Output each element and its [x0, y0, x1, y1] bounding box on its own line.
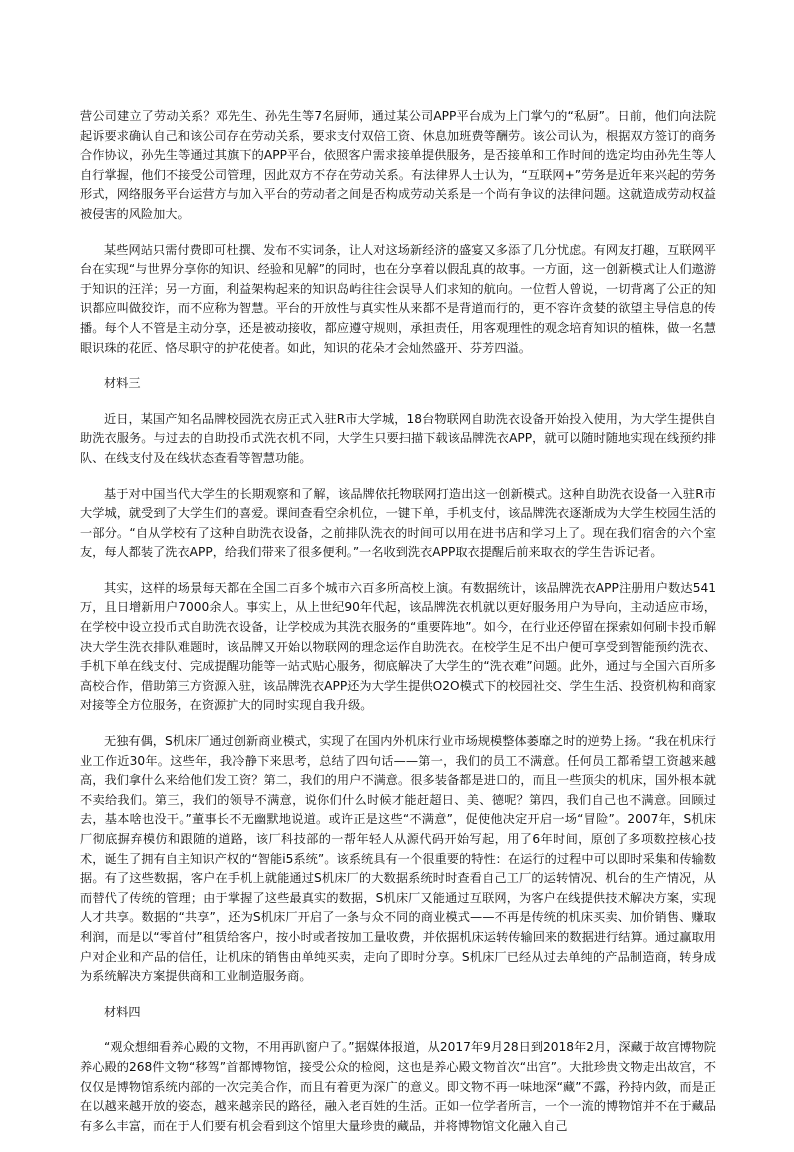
- paragraph-6: 无独有偶，S机床厂通过创新商业模式，实现了在国内外机床行业市场规模整体萎靡之时的逆势上扬。“我在机床行业工作近30年。这些年，我冷静下来思考，总结了四句话——第一，我们的员工不满意。任何员工都希望工资越来越高，我们拿什么来给他们发工资？第二，我们的用户不满意。很多装备都是进口的，而且一些顶尖的机床，国外根本就不卖给我们。第三，我们的领导不满意，说你们什么时候才能赶超日、美、德呢？第四，我们自己也不满意。回顾过去，基本啥也没干。”董事长不无幽默地说道。或许正是这些“不满意”，促使他决定开启一场“冒险”。2007年，S机床厂彻底摒弃模仿和跟随的道路，该厂科技部的一帮年轻人从源代码开始写起，用了6年时间，原创了多项数控核心技术，诞生了拥有自主知识产权的“智能i5系统”。该系统具有一个很重要的特性：在运行的过程中可以即时采集和传输数据。有了这些数据，客户在手机上就能通过S机床厂的大数据系统时时查看自己工厂的运转情况、机台的生产情况，从而替代了传统的管理；由于掌握了这些最真实的数据，S机床厂又能通过互联网，为客户在线提供技术解决方案，实现人才共享。数据的“共享”，还为S机床厂开启了一条与众不同的商业模式——不再是传统的机床买卖、加价销售、赚取利润，而是以“零首付”租赁给客户，按小时或者按加工量收费，并依据机床运转传输回来的数据进行结算。通过赢取用户对企业和产品的信任，让机床的销售由单纯买卖，走向了即时分享。S机床厂已经从过去单纯的产品制造商，转身成为系统解决方案提供商和工业制造服务商。: [80, 734, 716, 984]
- section-heading-material-3: 材料三: [104, 376, 141, 391]
- paragraph-3: 近日，某国产知名品牌校园洗衣房正式入驻R市大学城，18台物联网自助洗衣设备开始投入使用，为大学生提供自助洗衣服务。与过去的自助投币式洗衣机不同，大学生只要扫描下载该品牌洗衣APP，就可以随时随地实现在线预约排队、在线支付及在线状态查看等智慧功能。: [80, 411, 716, 465]
- section-heading-material-4: 材料四: [104, 1004, 141, 1019]
- paragraph-2: 某些网站只需付费即可杜撰、发布不实词条，让人对这场新经济的盛宴又多添了几分忧虑。有网友打趣，互联网平台在实现“与世界分享你的知识、经验和见解”的同时，也在分享着以假乱真的故事。一方面，这一创新模式让人们遨游于知识的汪洋；另一方面，利益架构起来的知识岛屿往往会误导人们求知的航向。一位哲人曾说，一切背离了公正的知识都应叫做狡诈，而不应称为智慧。平台的开放性与真实性从来都不是背道而行的，更不容许贪婪的欲望主导信息的传播。每个人不管是主动分享，还是被动接收，都应遵守规则，承担责任，用客观理性的观念培育知识的植株，做一名慧眼识珠的花匠、恪尽职守的护花使者。如此，知识的花朵才会灿然盛开、芬芳四溢。: [80, 242, 716, 355]
- paragraph-5: 其实，这样的场景每天都在全国二百多个城市六百多所高校上演。有数据统计，该品牌洗衣APP注册用户数达541万，且日增新用户7000余人。事实上，从上世纪90年代起，该品牌洗衣机就以更好服务用户为导向，主动适应市场，在学校中设立投币式自助洗衣设备，让学校成为其洗衣服务的“重要阵地”。如今，在行业还停留在探索如何刷卡投币解决大学生洗衣排队难题时，该品牌又开始以物联网的理念运作自助洗衣。在校学生足不出户便可享受到智能预约洗衣、手机下单在线支付、完成提醒功能等一站式贴心服务，彻底解决了大学生的“洗衣难”问题。此外，通过与全国六百所多高校合作，借助第三方资源入驻，该品牌洗衣APP还为大学生提供O2O模式下的校园社交、学生生活、投资机构和商家对接等全方位服务，在资源扩大的同时实现自我升级。: [80, 580, 716, 713]
- paragraph-7: “观众想细看养心殿的文物，不用再趴窗户了。”据媒体报道，从2017年9月28日到2018年2月，深藏于故宫博物院养心殿的268件文物“移驾”首都博物馆，接受公众的检阅，这也是养心殿文物首次“出宫”。大批珍贵文物走出故宫，不仅仅是博物馆系统内部的一次完美合作，而且有着更为深广的意义。即文物不再一味地深“藏”不露，矜持内敛，而是正在以越来越开放的姿态，越来越亲民的路径，融入老百姓的生活。正如一位学者所言，一个一流的博物馆并不在于藏品有多么丰富，而在于人们要有机会看到这个馆里大量珍贵的藏品，并将博物馆文化融入自己: [80, 1040, 716, 1133]
- paragraph-1: 营公司建立了劳动关系？邓先生、孙先生等7名厨师，通过某公司APP平台成为上门掌勺的“私厨”。日前，他们向法院起诉要求确认自己和该公司存在劳动关系，要求支付双倍工资、休息加班费等酬劳。该公司认为，根据双方签订的商务合作协议，孙先生等通过其旗下的APP平台，依照客户需求接单提供服务，是否接单和工作时间的选定均由孙先生等人自行掌握，他们不接受公司管理，因此双方不存在劳动关系。有法律界人士认为，“互联网+”劳务是近年来兴起的劳务形式，网络服务平台运营方与加入平台的劳动者之间是否构成劳动关系是一个尚有争议的法律问题。这就造成劳动权益被侵害的风险加大。: [80, 109, 716, 221]
- paragraph-4: 基于对中国当代大学生的长期观察和了解，该品牌依托物联网打造出这一创新模式。这种自助洗衣设备一入驻R市大学城，就受到了大学生们的喜爱。课间查看空余机位，一键下单，手机支付，该品牌洗衣逐渐成为大学生校园生活的一部分。“自从学校有了这种自助洗衣设备，之前排队洗衣的时间可以用在进书店和学习上了。现在我们宿舍的六个室友，每人都装了洗衣APP，给我们带来了很多便利。”一名收到洗衣APP取衣提醒后前来取衣的学生告诉记者。: [80, 486, 716, 560]
- document-page: [80, 107, 716, 1152]
